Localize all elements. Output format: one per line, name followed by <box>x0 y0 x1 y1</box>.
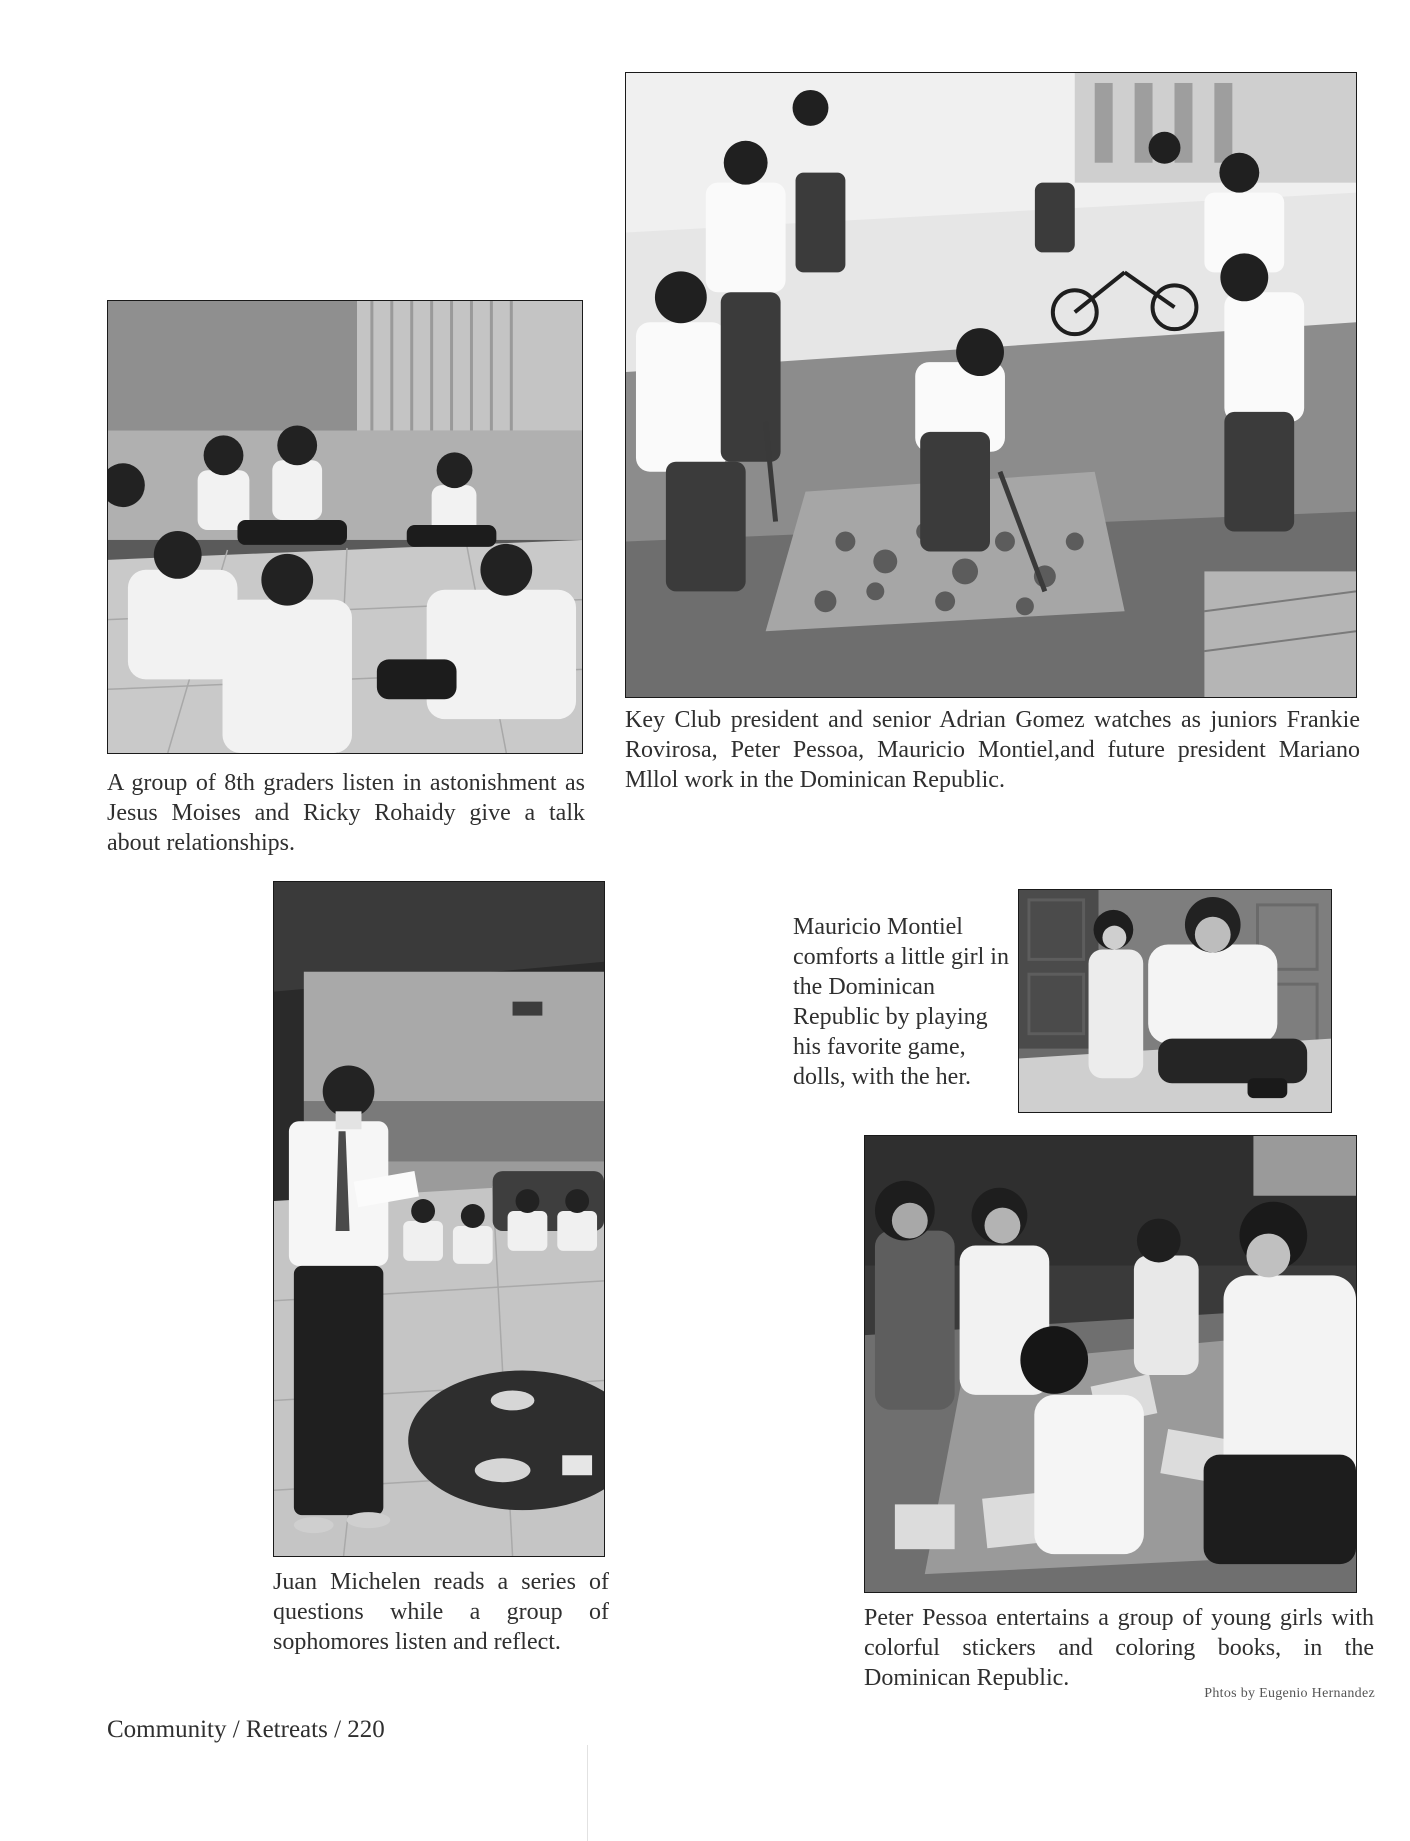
photo-juan-michelen-image <box>274 882 604 1556</box>
photo-key-club <box>625 72 1357 698</box>
photo-key-club-image <box>626 73 1356 697</box>
photo-mauricio-montiel-image <box>1019 890 1331 1112</box>
photo-eighth-graders-image <box>108 301 582 753</box>
caption-mauricio-montiel: Mauricio Montiel comforts a little girl in the Dominican Republic by playing his favorite game, dolls, with the her. <box>793 914 1009 1090</box>
caption-peter-pessoa: Peter Pessoa entertains a group of young girls with colorful stickers and coloring books, in the Dominican Republic. <box>864 1605 1374 1691</box>
caption-juan-michelen: Juan Michelen reads a series of questions while a group of sophomores listen and reflect. <box>273 1569 609 1655</box>
photo-eighth-graders <box>107 300 583 754</box>
photo-juan-michelen <box>273 881 605 1557</box>
caption-eighth-graders: A group of 8th graders listen in astonishment as Jesus Moises and Ricky Rohaidy give a talk about relationships. <box>107 770 585 856</box>
page-folio: Community / Retreats / 220 <box>107 1716 385 1743</box>
photo-credit: Phtos by Eugenio Hernandez <box>1204 1686 1375 1701</box>
photo-peter-pessoa-image <box>865 1136 1356 1592</box>
gutter-line <box>587 1745 588 1841</box>
photo-peter-pessoa <box>864 1135 1357 1593</box>
photo-mauricio-montiel <box>1018 889 1332 1113</box>
caption-key-club: Key Club president and senior Adrian Gomez watches as juniors Frankie Rovirosa, Peter Pessoa, Mauricio Montiel,and future president Mariano Mllol work in the Dominican Republic. <box>625 707 1360 793</box>
